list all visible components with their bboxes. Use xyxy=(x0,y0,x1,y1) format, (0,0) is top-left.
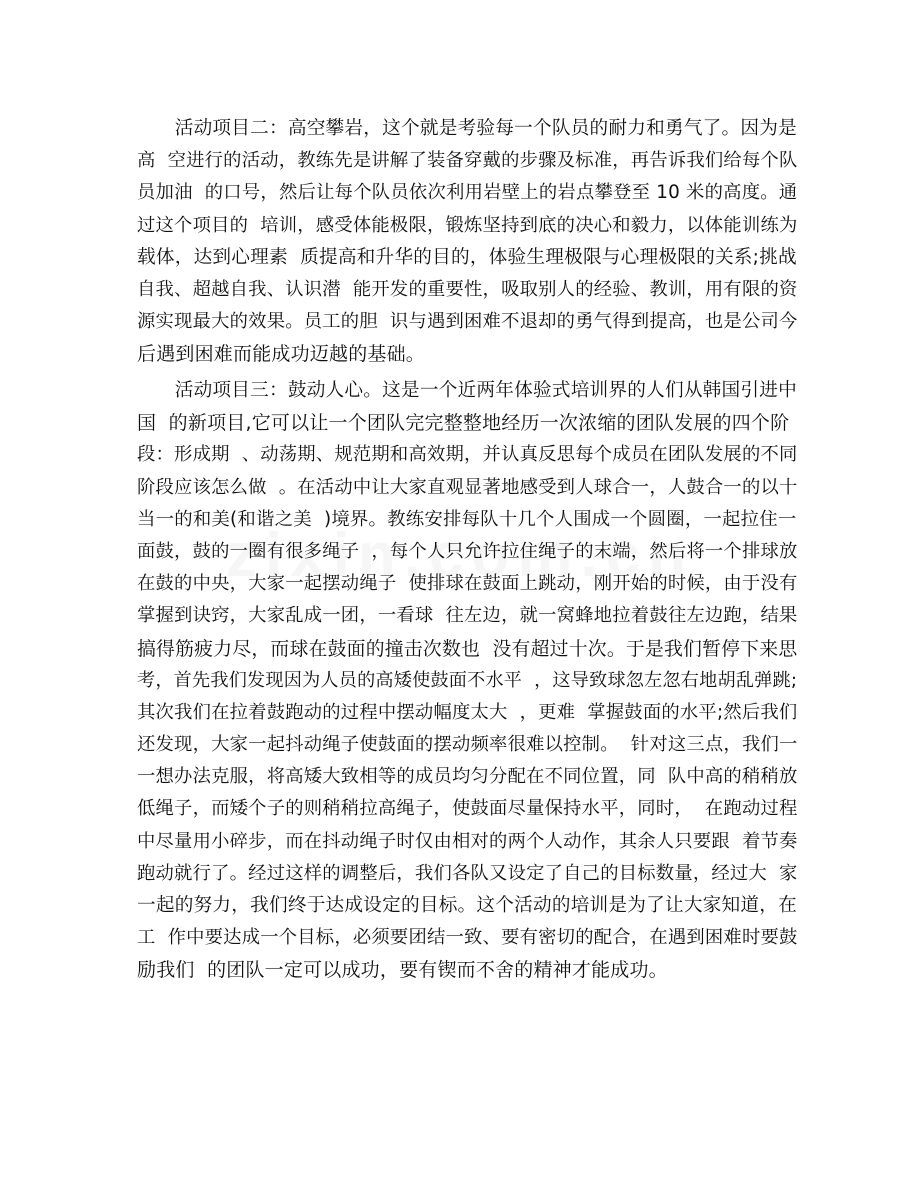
paragraph-line: 励我们 的团队一定可以成功，要有锲而不舍的精神才能成功。 xyxy=(137,959,668,982)
paragraph-line: 考，首先我们发现因为人员的高矮使鼓面不水平 ，这导致球忽左忽右地胡乱弹跳; xyxy=(137,669,798,691)
paragraph-line: 过这个项目的 培训，感受体能极限，锻炼坚持到底的决心和毅力，以体能训练为 xyxy=(137,214,798,236)
paragraph-line: 中尽量用小碎步，而在抖动绳子时仅由相对的两个人动作，其余人只要跟 着节奏 xyxy=(137,830,798,852)
paragraph-line: 掌握到诀窍，大家乱成一团，一看球 往左边，就一窝蜂地拉着鼓往左边跑，结果 xyxy=(137,605,798,627)
paragraph-line: 当一的和美(和谐之美 )境界。教练安排每队十几个人围成一个圆圈，一起拉住一 xyxy=(137,508,797,530)
paragraph-line: 自我、超越自我、认识潜 能开发的重要性，吸取别人的经验、教训，用有限的资 xyxy=(137,278,798,300)
paragraph-line: 还发现，大家一起抖动绳子使鼓面的摆动频率很难以控制。 针对这三点，我们一 xyxy=(137,734,798,756)
paragraph-line: 工 作中要达成一个目标，必须要团结一致、要有密切的配合，在遇到困难时要鼓 xyxy=(137,927,798,949)
paragraph-line: 搞得筋疲力尽，而球在鼓面的撞击次数也 没有超过十次。于是我们暂停下来思 xyxy=(137,637,798,660)
paragraph-line: 段：形成期 、动荡期、规范期和高效期，并认真反思每个成员在团队发展的不同 xyxy=(137,444,798,466)
paragraph-line: 载体，达到心理素 质提高和升华的目的，体验生理极限与心理极限的关系;挑战 xyxy=(137,246,797,268)
paragraph-line: 员加油 的口号，然后让每个队员依次利用岩壁上的岩点攀登至 10 米的高度。通 xyxy=(137,182,798,204)
paragraph-line: 一想办法克服，将高矮大致相等的成员均匀分配在不同位置，同 队中高的稍稍放 xyxy=(137,766,798,788)
paragraph-line: 在鼓的中央，大家一起摆动绳子 使排球在鼓面上跳动，刚开始的时候，由于没有 xyxy=(137,573,798,595)
paragraph-line: 阶段应该怎么做 。在活动中让大家直观显著地感受到人球合一，人鼓合一的以十 xyxy=(137,476,798,498)
paragraph-drum-activity xyxy=(137,375,797,987)
paragraph-line: 活动项目三：鼓动人心。这是一个近两年体验式培训界的人们从韩国引进中 xyxy=(137,380,797,401)
paragraph-line: 其次我们在拉着鼓跑动的过程中摆动幅度太大 ，更难 掌握鼓面的水平;然后我们 xyxy=(137,701,798,723)
paragraph-line: 后遇到困难而能成功迈越的基础。 xyxy=(137,343,426,366)
paragraph-line: 活动项目二：高空攀岩，这个就是考验每一个队员的耐力和勇气了。因为是 xyxy=(137,118,797,139)
paragraph-line: 高 空进行的活动，教练先是讲解了装备穿戴的步骤及标准，再告诉我们给每个队 xyxy=(137,150,798,172)
paragraph-line: 低绳子，而矮个子的则稍稍拉高绳子，使鼓面尽量保持水平，同时， 在跑动过程 xyxy=(137,798,798,820)
paragraph-high-altitude-climbing xyxy=(137,113,797,371)
paragraph-line: 一起的努力，我们终于达成设定的目标。这个活动的培训是为了让大家知道，在 xyxy=(137,895,797,916)
paragraph-line: 国 的新项目,它可以让一个团队完完整整地经历一次浓缩的团队发展的四个阶 xyxy=(137,412,790,435)
paragraph-line: 跑动就行了。经过这样的调整后，我们各队又设定了自己的目标数量，经过大 家 xyxy=(137,862,798,884)
paragraph-line: 面鼓，鼓的一圈有很多绳子 ，每个人只允许拉住绳子的末端，然后将一个排球放 xyxy=(137,540,798,562)
paragraph-line: 源实现最大的效果。员工的胆 识与遇到困难不退却的勇气得到提高，也是公司今 xyxy=(137,311,798,333)
